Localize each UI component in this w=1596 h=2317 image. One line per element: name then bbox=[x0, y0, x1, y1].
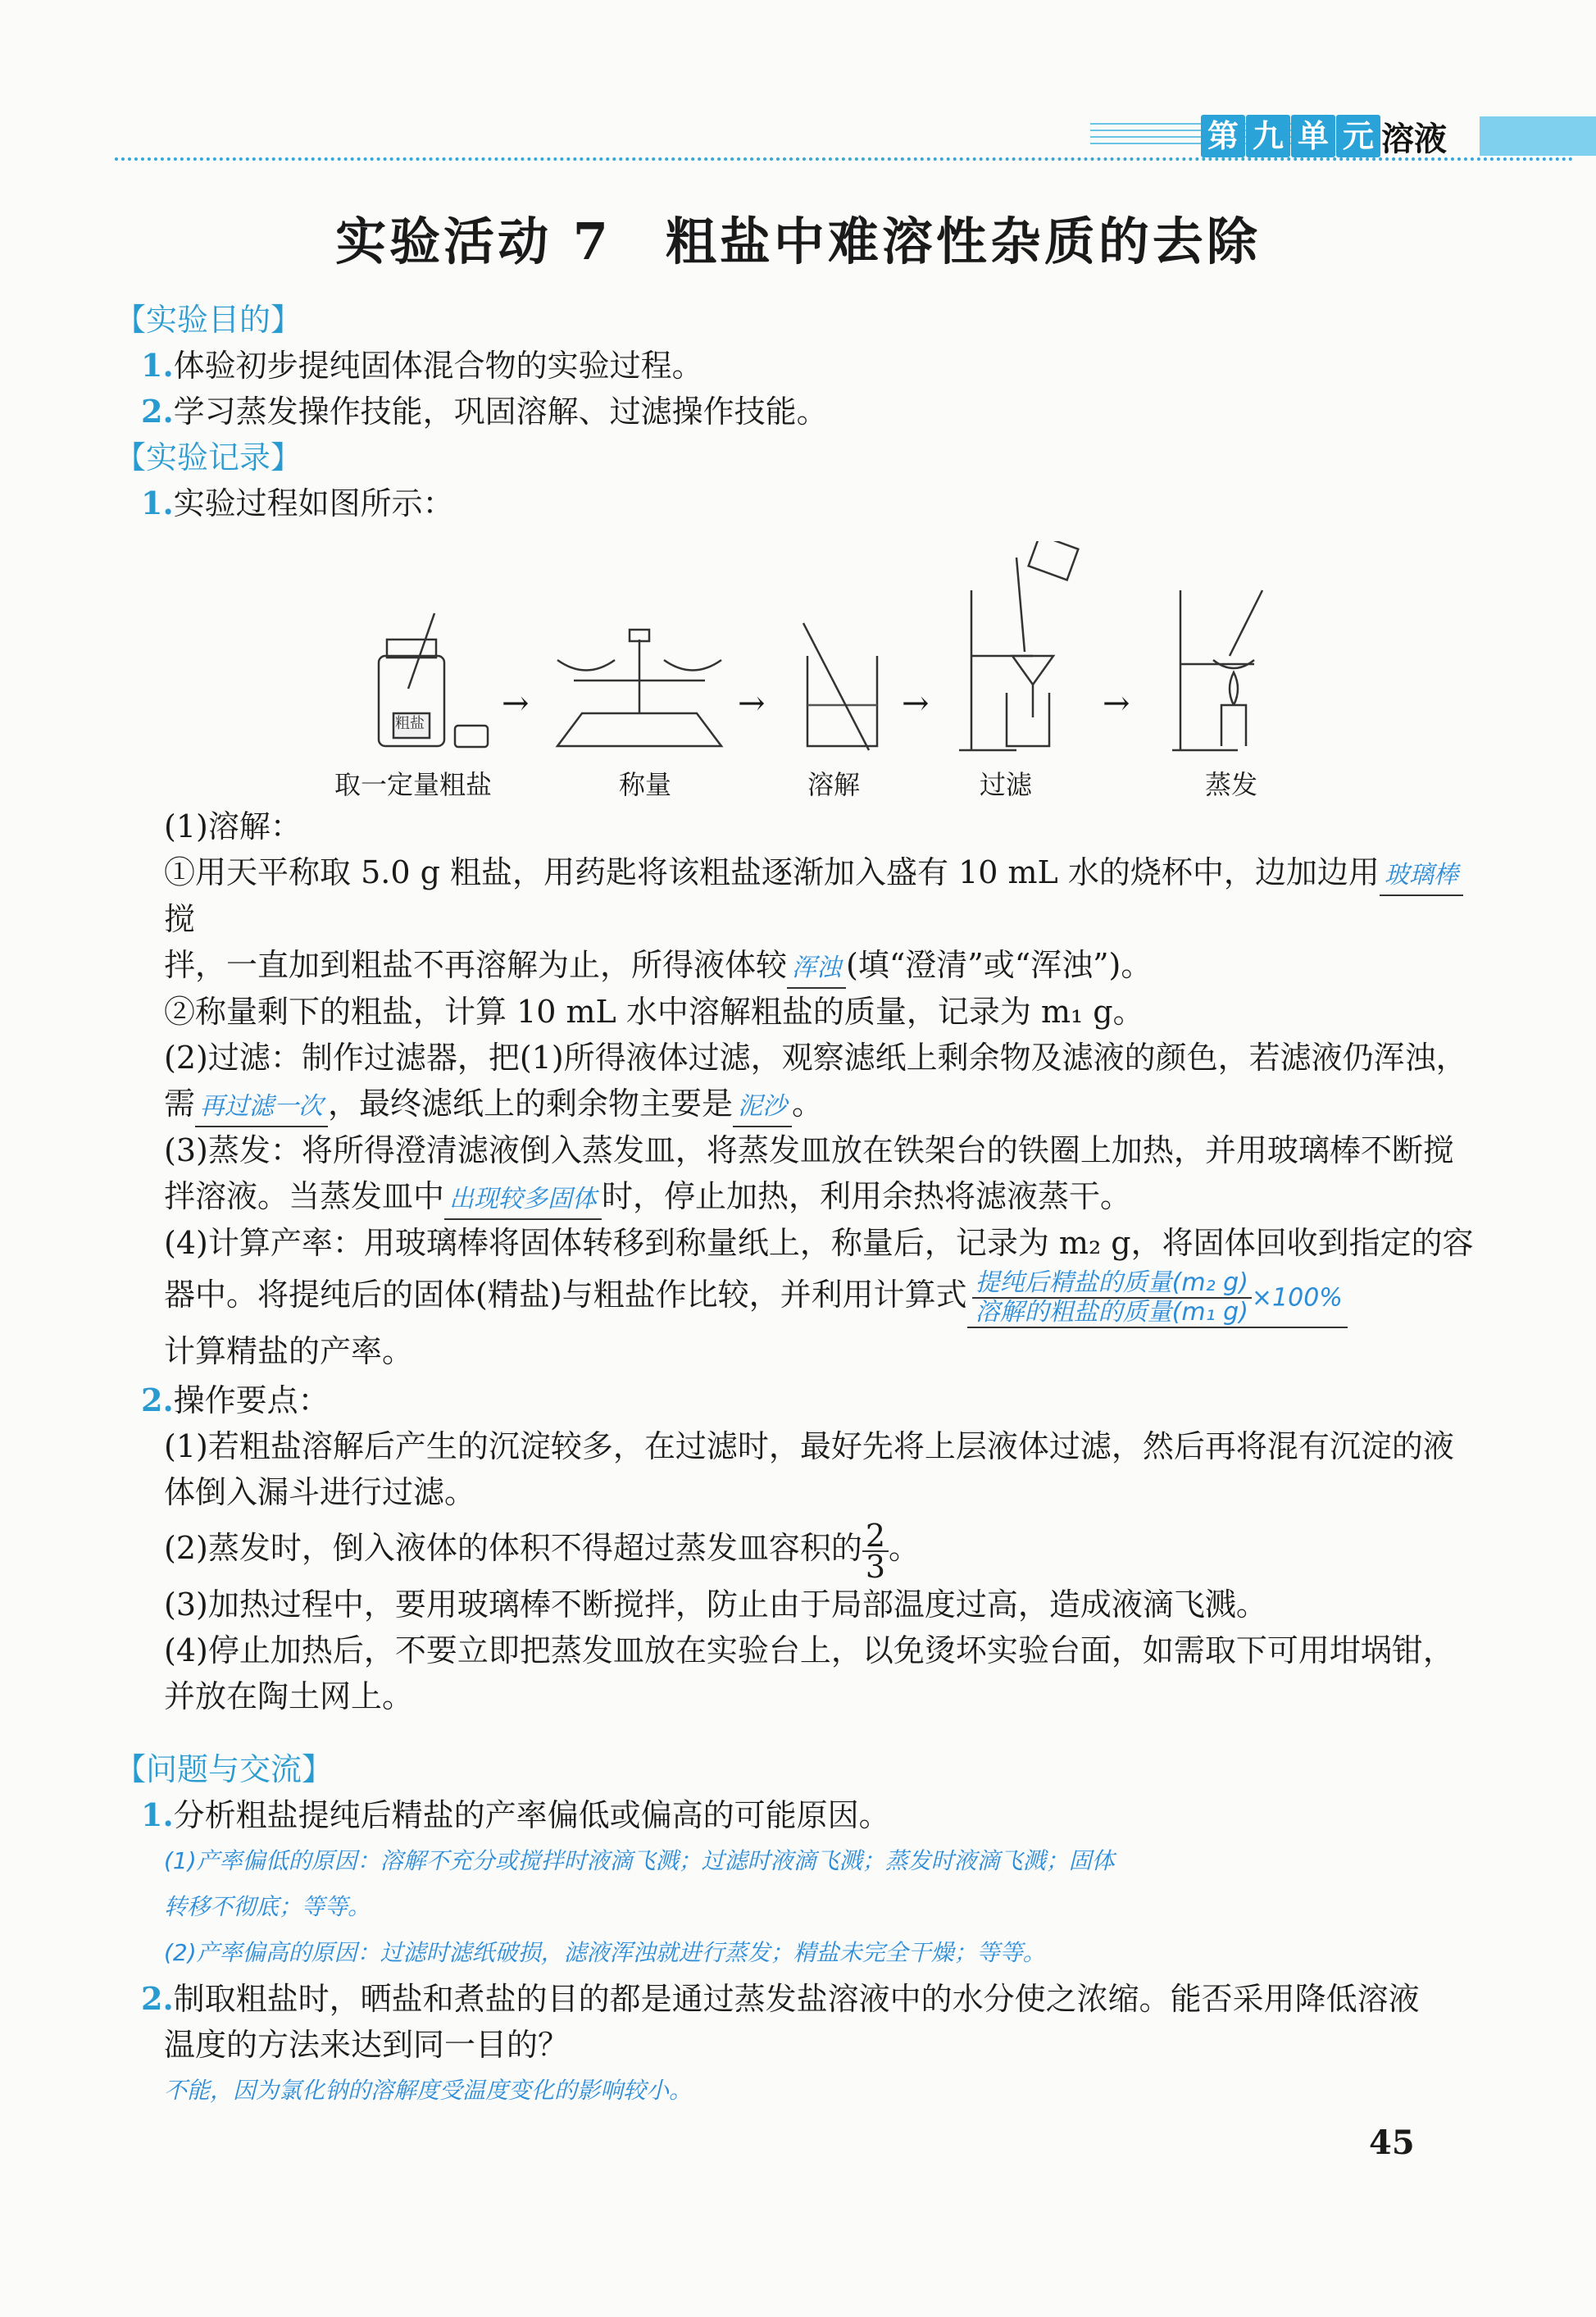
unit-char-3: 单 bbox=[1291, 115, 1335, 157]
calc-line-2: 器中。将提纯后的固体(精盐)与粗盐作比较，并利用计算式 $\frac{\text{提纯后精盐的质量(m₂ g)}}{\text{溶解的粗盐的质量(m₁ g)}}$ ×100% bbox=[115, 1266, 1476, 1328]
answer-numerator: 提纯后精盐的质量(m₂ g) bbox=[972, 1269, 1252, 1299]
answer-1-line-1: (1)产率偏低的原因：溶解不充分或搅拌时液滴飞溅；过滤时液滴飞溅；蒸发时液滴飞溅；固体 bbox=[164, 1847, 1115, 1874]
header-dotted-rule bbox=[115, 157, 1574, 161]
arrow-4: → bbox=[1103, 685, 1130, 722]
answer-1-line-2: 转移不彻底；等等。 bbox=[164, 1893, 371, 1920]
record-item-1: 1.实验过程如图所示： bbox=[141, 485, 454, 521]
caption-take-salt: 取一定量粗盐 bbox=[334, 769, 493, 800]
points-block bbox=[115, 1377, 1476, 1719]
page-title: 实验活动 7 粗盐中难溶性杂质的去除 bbox=[335, 212, 1261, 271]
answer-glass-rod: 玻璃棒 bbox=[1384, 861, 1458, 890]
dissolve-head: (1)溶解： bbox=[164, 808, 302, 844]
goal-2: 2.学习蒸发操作技能，巩固溶解、过滤操作技能。 bbox=[141, 393, 828, 430]
goal-1: 1.体验初步提纯固体混合物的实验过程。 bbox=[141, 347, 703, 384]
caption-weigh: 称量 bbox=[619, 769, 672, 800]
section-discussion: 【问题与交流】 bbox=[115, 1751, 334, 1787]
arrow-3: → bbox=[902, 685, 930, 722]
arrow-2: → bbox=[738, 685, 766, 722]
question-2: 2.制取粗盐时，晒盐和煮盐的目的都是通过蒸发盐溶液中的水分使之浓缩。能否采用降低溶液 bbox=[141, 1980, 1420, 2017]
point-1a: (1)若粗盐溶解后产生的沉淀较多，在过滤时，最好先将上层液体过滤，然后再将混有沉淀的液 bbox=[164, 1428, 1454, 1464]
page-header bbox=[115, 107, 1596, 164]
answer-turbid: 浑浊 bbox=[792, 954, 842, 982]
calc-line-3: 计算精盐的产率。 bbox=[164, 1332, 414, 1369]
point-4b: 并放在陶土网上。 bbox=[164, 1677, 414, 1714]
experiment-diagram bbox=[311, 541, 1328, 812]
goals-block bbox=[115, 297, 1476, 526]
jar-label: 粗盐 bbox=[395, 715, 425, 732]
unit-name: 溶液 bbox=[1381, 121, 1447, 158]
evaporate-line-2: 拌溶液。当蒸发皿中 出现较多固体 时，停止加热，利用余热将滤液蒸干。 bbox=[115, 1173, 1476, 1220]
unit-char-2: 九 bbox=[1246, 115, 1290, 157]
apparatus-illustration bbox=[311, 541, 1328, 771]
question-2-cont: 温度的方法来达到同一目的？ bbox=[164, 2027, 570, 2063]
arrow-1: → bbox=[502, 685, 530, 722]
point-2: (2)蒸发时，倒入液体的体积不得超过蒸发皿容积的 $\frac{2}{3}$ 。 bbox=[164, 1517, 921, 1585]
evaporate-line-1: (3)蒸发：将所得澄清滤液倒入蒸发皿，将蒸发皿放在铁架台的铁圈上加热，并用玻璃棒不断搅 bbox=[164, 1132, 1454, 1168]
answer-1-line-3: (2)产率偏高的原因：过滤时滤纸破损，滤液浑浊就进行蒸发；精盐未完全干燥；等等。 bbox=[164, 1939, 1046, 1966]
section-record: 【实验记录】 bbox=[115, 439, 302, 476]
point-1b: 体倒入漏斗进行过滤。 bbox=[164, 1474, 476, 1510]
unit-char-1: 第 bbox=[1201, 115, 1245, 157]
answer-more-solid: 出现较多固体 bbox=[449, 1185, 598, 1213]
calc-line-1: (4)计算产率：用玻璃棒将固体转移到称量纸上，称量后，记录为 m₂ g，将固体回收到指定的容 bbox=[164, 1225, 1474, 1261]
answer-denominator: 溶解的粗盐的质量(m₁ g) bbox=[975, 1297, 1248, 1327]
filter-line-2: 需 再过滤一次 ，最终滤纸上的剩余物主要是 泥沙 。 bbox=[115, 1081, 1476, 1127]
record-steps bbox=[115, 803, 1476, 1374]
page-number: 45 bbox=[1369, 2124, 1415, 2162]
answer-2: 不能，因为氯化钠的溶解度受温度变化的影响较小。 bbox=[164, 2077, 693, 2104]
points-head: 2.操作要点： bbox=[141, 1382, 330, 1418]
dissolve-step-2: ②称量剩下的粗盐，计算 10 mL 水中溶解粗盐的质量，记录为 m₁ g。 bbox=[164, 994, 1144, 1030]
unit-char-4: 元 bbox=[1336, 115, 1380, 157]
dissolve-step-1: ①用天平称取 5.0 g 粗盐，用药匙将该粗盐逐渐加入盛有 10 mL 水的烧杯中，边加边用 玻璃棒搅 bbox=[115, 849, 1476, 942]
point-3: (3)加热过程中，要用玻璃棒不断搅拌，防止由于局部温度过高，造成液滴飞溅。 bbox=[164, 1586, 1267, 1623]
caption-filter: 过滤 bbox=[980, 769, 1033, 800]
caption-dissolve: 溶解 bbox=[807, 769, 861, 800]
unit-bar bbox=[1480, 116, 1596, 156]
question-1: 1.分析粗盐提纯后精盐的产率偏低或偏高的可能原因。 bbox=[141, 1796, 890, 1833]
section-goal: 【实验目的】 bbox=[115, 302, 302, 338]
caption-evaporate: 蒸发 bbox=[1205, 769, 1258, 800]
discussion-block bbox=[115, 1746, 1476, 2114]
dissolve-step-1-cont: 拌，一直加到粗盐不再溶解为止，所得液体较 浑浊 (填“澄清”或“浑浊”)。 bbox=[115, 942, 1476, 989]
answer-percent: ×100% bbox=[1251, 1283, 1343, 1312]
filter-line-1: (2)过滤：制作过滤器，把(1)所得液体过滤，观察滤纸上剩余物及滤液的颜色，若滤液仍浑浊， bbox=[164, 1040, 1467, 1076]
answer-sand: 泥沙 bbox=[738, 1092, 788, 1121]
point-4a: (4)停止加热后，不要立即把蒸发皿放在实验台上，以免烫坏实验台面，如需取下可用坩埚钳， bbox=[164, 1632, 1454, 1668]
answer-refilter: 再过滤一次 bbox=[200, 1092, 324, 1121]
